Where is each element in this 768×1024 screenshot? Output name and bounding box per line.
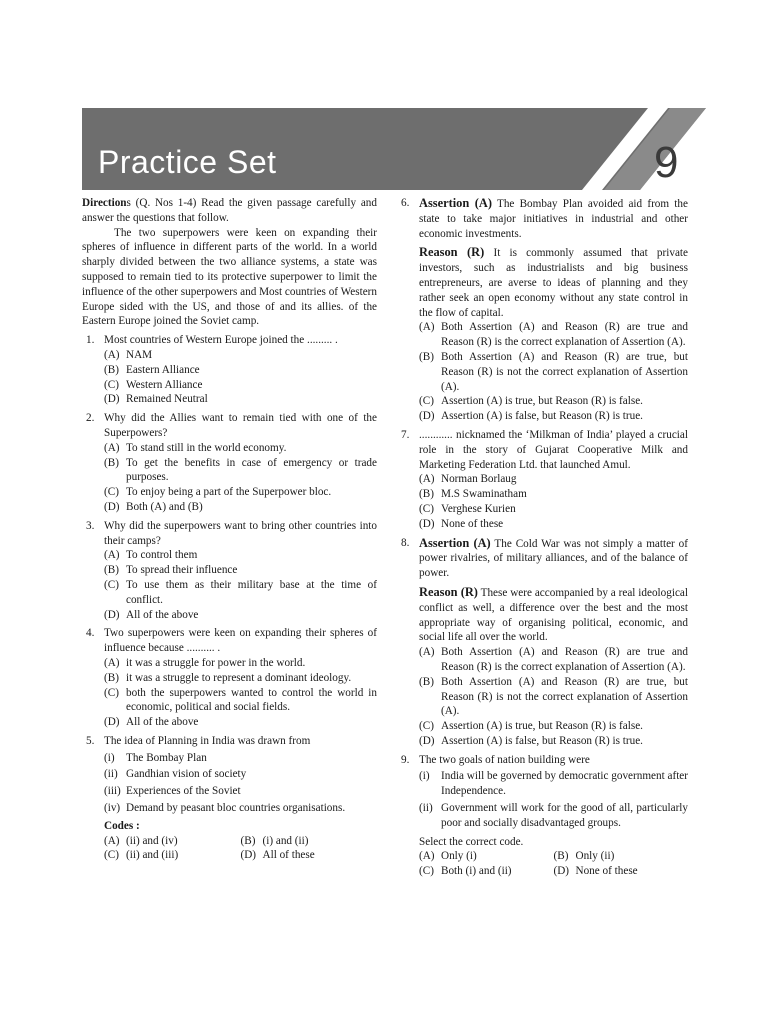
question-text: Why did the superpowers want to bring other countries into their camps? bbox=[104, 519, 377, 547]
option-text: Western Alliance bbox=[126, 378, 203, 391]
statement-text: Government will work for the good of all, particularly poor and socially disadvantaged groups. bbox=[441, 802, 688, 829]
option bbox=[104, 456, 377, 486]
code-option bbox=[104, 848, 241, 863]
left-column bbox=[82, 196, 377, 863]
code-option bbox=[241, 834, 378, 849]
option-text: To use them as their military base at the time of conflict. bbox=[126, 578, 377, 606]
statement-label: (iii) bbox=[104, 785, 121, 798]
option-letter: (D) bbox=[104, 500, 120, 513]
code-option bbox=[241, 848, 378, 863]
option-text: Both Assertion (A) and Reason (R) are true, but Reason (R) is not the correct explanation of Assertion (A). bbox=[441, 675, 688, 718]
option-text: Assertion (A) is false, but Reason (R) is true. bbox=[441, 410, 643, 423]
statement-label: (iv) bbox=[104, 802, 121, 815]
directions-label: Direction bbox=[82, 197, 127, 209]
select-instruction: Select the correct code. bbox=[419, 835, 524, 848]
statement-text: Experiences of the Soviet bbox=[126, 785, 241, 798]
directions bbox=[82, 196, 377, 226]
option-text: All of the above bbox=[126, 716, 199, 729]
option-text: Only (i) bbox=[441, 850, 477, 863]
option-text: (ii) and (iv) bbox=[126, 834, 178, 847]
option-text: Both (A) and (B) bbox=[126, 500, 203, 513]
code-option bbox=[419, 864, 554, 879]
passage: The two superpowers were keen on expanding their spheres of influence in different parts of the world. In a world sharply divided between the two alliance systems, a state was supposed to remain tied to its protective superpower to limit the influence of the other superpowers and Most countries of Western Europe sided with the US, and those of and its allies. of the Eastern Europe joined the Soviet camp. bbox=[82, 226, 377, 328]
option-text: Both (i) and (ii) bbox=[441, 865, 512, 878]
option-text: it was a struggle to represent a dominant ideology. bbox=[126, 671, 352, 684]
option-text: (ii) and (iii) bbox=[126, 849, 179, 862]
reason-label: Reason (R) bbox=[419, 245, 485, 260]
option-letter: (A) bbox=[104, 348, 120, 361]
question-2 bbox=[82, 411, 377, 515]
statement-label: (i) bbox=[104, 751, 115, 764]
question-number: 4. bbox=[86, 627, 95, 640]
option bbox=[419, 734, 688, 749]
option-letter: (D) bbox=[104, 393, 120, 406]
question-number: 8. bbox=[401, 536, 410, 549]
option bbox=[419, 645, 688, 675]
option bbox=[104, 608, 377, 623]
option-text: Assertion (A) is true, but Reason (R) is false. bbox=[441, 395, 643, 408]
question-9 bbox=[397, 753, 688, 879]
option-text: Remained Neutral bbox=[126, 393, 208, 406]
question-text: The two goals of nation building were bbox=[419, 753, 590, 766]
option-letter: (D) bbox=[553, 865, 570, 878]
option-letter: (A) bbox=[419, 473, 435, 486]
option-text: (i) and (ii) bbox=[262, 834, 309, 847]
question-6 bbox=[397, 196, 688, 424]
option bbox=[104, 548, 377, 563]
assertion-text: The Cold War was not simply a matter of power rivalries, of military alliances, and of the balance of power. bbox=[419, 537, 688, 580]
option bbox=[104, 485, 377, 500]
codes-row bbox=[419, 864, 688, 879]
option-letter: (A) bbox=[419, 850, 435, 863]
code-option bbox=[419, 849, 554, 864]
option bbox=[104, 500, 377, 515]
question-text: ............ nicknamed the ‘Milkman of India’ played a crucial role in the story of Gujarat Cooperative Milk and Marketing Federation Ltd. that launched Amul. bbox=[419, 428, 688, 471]
statement-item bbox=[419, 769, 688, 799]
option-text: To enjoy being a part of the Superpower bloc. bbox=[126, 486, 332, 499]
option bbox=[104, 348, 377, 363]
option-text: None of these bbox=[575, 865, 638, 878]
option-text: Only (ii) bbox=[575, 850, 615, 863]
statement-item bbox=[104, 767, 377, 782]
codes-row bbox=[104, 848, 377, 863]
option-letter: (B) bbox=[104, 564, 119, 577]
statement-text: Gandhian vision of society bbox=[126, 768, 247, 781]
option-text: Assertion (A) is false, but Reason (R) is true. bbox=[441, 734, 643, 747]
codes-row bbox=[419, 849, 688, 864]
right-column bbox=[397, 196, 688, 879]
option-text: All of these bbox=[262, 849, 315, 862]
question-number: 7. bbox=[401, 428, 410, 441]
option-letter: (B) bbox=[104, 456, 119, 469]
option bbox=[419, 675, 688, 719]
option-letter: (C) bbox=[419, 502, 434, 515]
question-1 bbox=[82, 333, 377, 407]
option-text: To get the benefits in case of emergency or trade purposes. bbox=[126, 456, 377, 484]
option-letter: (C) bbox=[419, 720, 434, 733]
option-text: To spread their influence bbox=[126, 564, 238, 577]
question-number: 1. bbox=[86, 334, 95, 347]
option bbox=[104, 656, 377, 671]
option bbox=[419, 350, 688, 394]
option bbox=[419, 517, 688, 532]
reason-text: It is commonly assumed that private investors, such as industrialists and big business entrepreneurs, are averse to ideas of planning and they rather seek an open economy without any state control in the flow of capital. bbox=[419, 247, 688, 319]
option-letter: (C) bbox=[104, 578, 119, 591]
question-number: 2. bbox=[86, 412, 95, 425]
statement-item bbox=[104, 784, 377, 799]
option bbox=[104, 363, 377, 378]
question-5 bbox=[82, 734, 377, 863]
option-letter: (A) bbox=[104, 656, 120, 669]
option-text: Both Assertion (A) and Reason (R) are true and Reason (R) is the correct explanation of Assertion (A). bbox=[441, 646, 688, 673]
assertion-label: Assertion (A) bbox=[419, 196, 492, 210]
option-letter: (C) bbox=[419, 395, 434, 408]
set-number: 9 bbox=[654, 138, 679, 187]
question-3 bbox=[82, 519, 377, 623]
option-text: To control them bbox=[126, 549, 198, 562]
option-letter: (B) bbox=[419, 350, 434, 363]
option bbox=[104, 671, 377, 686]
option-letter: (B) bbox=[240, 834, 256, 847]
option bbox=[104, 441, 377, 456]
option-letter: (C) bbox=[419, 865, 434, 878]
option-text: M.S Swaminatham bbox=[441, 488, 527, 501]
code-option bbox=[104, 834, 241, 849]
reason-text: These were accompanied by a real ideological conflict as well, a difference over the best and the most appropriate way of organising political, economic, and social life all over the world. bbox=[419, 586, 688, 644]
question-number: 3. bbox=[86, 519, 95, 532]
option-text: Eastern Alliance bbox=[126, 363, 200, 376]
statement-item bbox=[104, 751, 377, 766]
codes-label: Codes : bbox=[104, 819, 140, 832]
statement-text: The Bombay Plan bbox=[126, 751, 207, 764]
reason bbox=[419, 585, 688, 645]
page-title: Practice Set bbox=[98, 144, 277, 180]
option bbox=[104, 392, 377, 407]
question-7 bbox=[397, 428, 688, 532]
option bbox=[104, 378, 377, 393]
option bbox=[104, 578, 377, 608]
question-number: 9. bbox=[401, 753, 410, 766]
code-option bbox=[554, 849, 689, 864]
option-text: it was a struggle for power in the world. bbox=[126, 656, 306, 669]
option bbox=[104, 686, 377, 716]
option-letter: (B) bbox=[419, 488, 434, 501]
reason-label: Reason (R) bbox=[419, 584, 478, 599]
option-letter: (B) bbox=[104, 671, 119, 684]
option-letter: (A) bbox=[419, 646, 435, 659]
question-text: The idea of Planning in India was drawn from bbox=[104, 734, 311, 747]
option bbox=[419, 719, 688, 734]
assertion-label: Assertion (A) bbox=[419, 535, 491, 550]
option bbox=[104, 563, 377, 578]
option-text: NAM bbox=[126, 348, 153, 361]
option-letter: (D) bbox=[419, 517, 435, 530]
chapter-banner bbox=[82, 108, 706, 190]
statement-item bbox=[419, 801, 688, 831]
question-text: Two superpowers were keen on expanding their spheres of influence because .......... . bbox=[104, 627, 377, 655]
question-8 bbox=[397, 536, 688, 749]
option-text: All of the above bbox=[126, 608, 199, 621]
option-letter: (A) bbox=[104, 549, 120, 562]
option-text: Norman Borlaug bbox=[441, 473, 517, 486]
option-letter: (D) bbox=[104, 716, 120, 729]
option-text: Assertion (A) is true, but Reason (R) is false. bbox=[441, 720, 643, 733]
option-letter: (B) bbox=[553, 850, 569, 863]
option bbox=[419, 502, 688, 517]
statement-label: (i) bbox=[419, 770, 430, 783]
option-letter: (C) bbox=[104, 849, 119, 862]
option-text: both the superpowers wanted to control the world in economic, political and social fields. bbox=[126, 686, 377, 714]
statement-label: (ii) bbox=[419, 802, 433, 815]
question-4 bbox=[82, 626, 377, 730]
option bbox=[419, 409, 688, 424]
statement-item bbox=[104, 801, 377, 816]
codes-row bbox=[104, 834, 377, 849]
directions-text: s (Q. Nos 1-4) Read the given passage carefully and answer the questions that follow. bbox=[82, 197, 377, 224]
option-text: To stand still in the world economy. bbox=[126, 441, 287, 454]
statement-label: (ii) bbox=[104, 768, 118, 781]
option-text: Both Assertion (A) and Reason (R) are true and Reason (R) is the correct explanation of Assertion (A). bbox=[441, 321, 688, 349]
option-letter: (A) bbox=[104, 834, 120, 847]
option-letter: (A) bbox=[104, 441, 120, 454]
option-letter: (D) bbox=[240, 849, 257, 862]
statement-text: Demand by peasant bloc countries organisations. bbox=[126, 802, 346, 815]
reason bbox=[419, 245, 688, 320]
question-number: 6. bbox=[401, 197, 410, 209]
option bbox=[104, 715, 377, 730]
option-letter: (C) bbox=[104, 686, 119, 699]
question-text: Why did the Allies want to remain tied with one of the Superpowers? bbox=[104, 412, 377, 439]
option bbox=[419, 320, 688, 350]
question-number: 5. bbox=[86, 734, 95, 747]
option-text: None of these bbox=[441, 517, 504, 530]
option bbox=[419, 487, 688, 502]
option-letter: (B) bbox=[419, 675, 434, 688]
option-letter: (B) bbox=[104, 363, 119, 376]
option-letter: (D) bbox=[419, 410, 435, 423]
option-letter: (A) bbox=[419, 321, 435, 334]
code-option bbox=[554, 864, 689, 879]
option bbox=[419, 394, 688, 409]
option-text: Both Assertion (A) and Reason (R) are true, but Reason (R) is not the correct explanation of Assertion (A). bbox=[441, 350, 688, 393]
assertion-text: The Bombay Plan avoided aid from the state to take major initiatives in industrial and other economic investments. bbox=[419, 198, 688, 240]
option-letter: (C) bbox=[104, 486, 119, 499]
option-letter: (D) bbox=[104, 608, 120, 621]
option-letter: (D) bbox=[419, 734, 435, 747]
option-letter: (C) bbox=[104, 378, 119, 391]
statement-text: India will be governed by democratic government after Independence. bbox=[441, 770, 688, 798]
question-text: Most countries of Western Europe joined the ......... . bbox=[104, 334, 338, 347]
option-text: Verghese Kurien bbox=[441, 502, 516, 515]
option bbox=[419, 472, 688, 487]
